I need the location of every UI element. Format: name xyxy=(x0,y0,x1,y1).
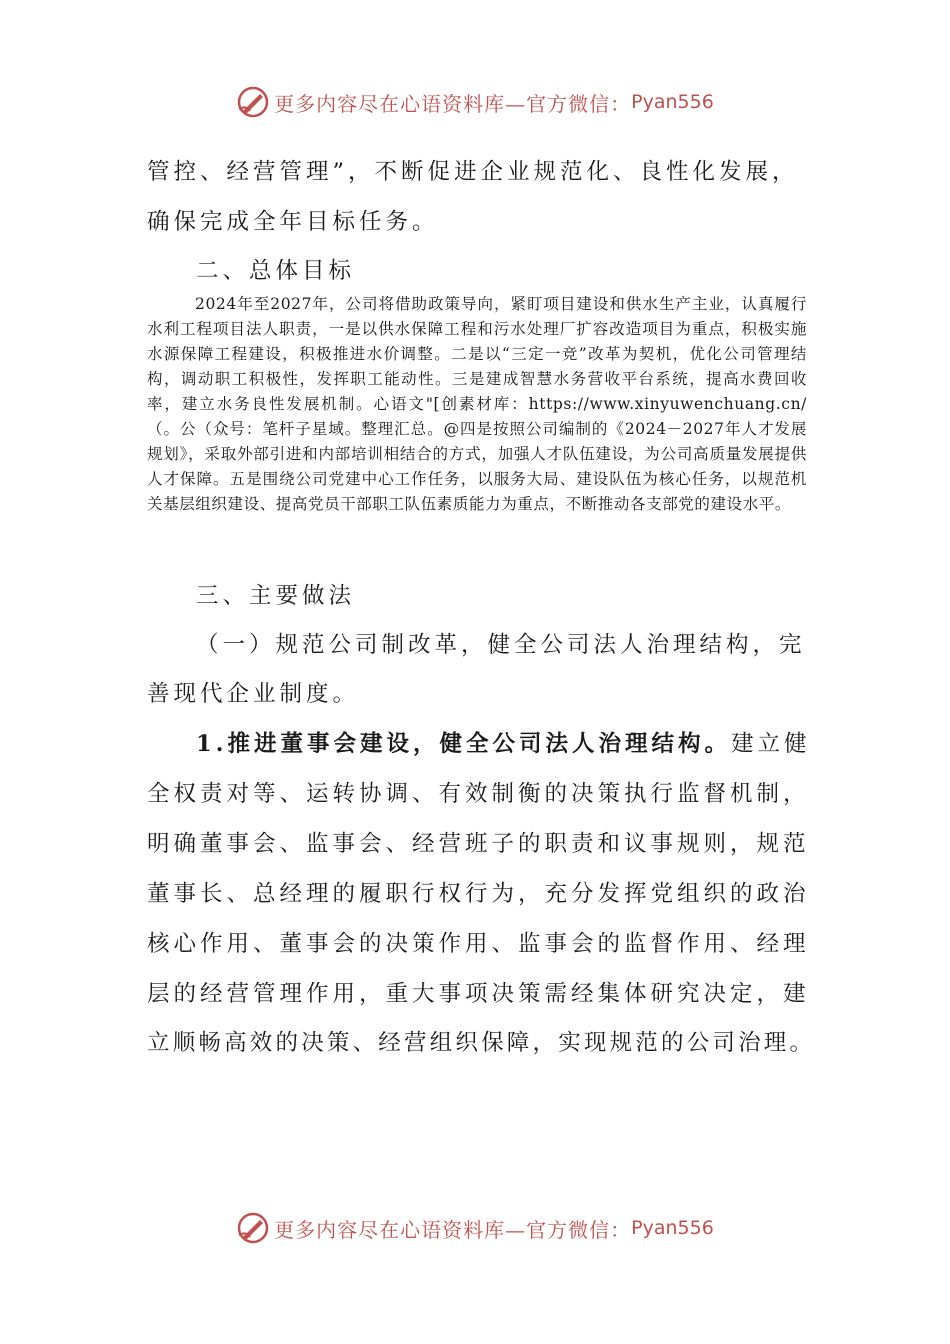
item-bold-title: 1.推进董事会建设，健全公司法人治理结构。 xyxy=(196,731,731,757)
header-banner xyxy=(0,82,950,122)
body-line: 管控、经营管理”，不断促进企业规范化、良性化发展， xyxy=(147,159,799,185)
body-line: 全权责对等、运转协调、有效制衡的决策执行监督机制， xyxy=(147,781,810,807)
subsection-heading-cont: 善现代企业制度。 xyxy=(147,681,360,707)
footer-banner-handle: Pyan556 xyxy=(631,1217,714,1239)
body-line: 层的经营管理作用，重大事项决策需经集体研究决定，建 xyxy=(147,981,810,1007)
body-line: 核心作用、董事会的决策作用、监事会的监督作用、经理 xyxy=(147,931,810,957)
body-line: 立顺畅高效的决策、经营组织保障，实现规范的公司治理。 xyxy=(147,1030,816,1056)
body-line: 董事长、总经理的履职行权行为，充分发挥党组织的政治 xyxy=(147,881,810,907)
body-line: 明确董事会、监事会、经营班子的职责和议事规则，规范 xyxy=(147,831,810,857)
pen-logo-icon xyxy=(236,85,270,119)
footer-banner-text: 更多内容尽在心语资料库—官方微信： xyxy=(274,1217,632,1242)
section-heading: 二、总体目标 xyxy=(196,258,356,284)
pen-logo-icon xyxy=(236,1211,270,1245)
header-banner-handle: Pyan556 xyxy=(631,91,714,113)
item-text: 建立健 xyxy=(731,731,811,757)
subsection-heading: （一）规范公司制改革，健全公司法人治理结构，完 xyxy=(196,632,806,658)
body-line: 确保完成全年目标任务。 xyxy=(147,209,439,235)
item-first-line xyxy=(196,733,811,756)
header-banner-text: 更多内容尽在心语资料库—官方微信： xyxy=(274,91,632,116)
footer-banner xyxy=(0,1208,950,1248)
overall-goal-paragraph: 2024年至2027年，公司将借助政策导向，紧盯项目建设和供水生产主业，认真履行水利工程项目法人职责，一是以供水保障工程和污水处理厂扩容改造项目为重点，积极实施水源保障工程建设，积极推进水价调整。二是以“三定一竞”改革为契机，优化公司管理结构，调动职工积极性，发挥职工能动性。三是建成智慧水务营收平台系统，提高水费回收率，建立水务良性发展机制。心语文"[创素材库：https://www.xinyuwenchuang.cn/（。公（众号：笔杆子星域。整理汇总。@四是按照公司编制的《2024－2027年人才发展规划》，采取外部引进和内部培训相结合的方式，加强人才队伍建设，为公司高质量发展提供人才保障。五是围绕公司党建中心工作任务，以服务大局、建设队伍为核心任务，以规范机关基层组织建设、提高党员干部职工队伍素质能力为重点，不断推动各支部党的建设水平。 xyxy=(147,295,807,513)
section-heading: 三、主要做法 xyxy=(196,583,356,609)
